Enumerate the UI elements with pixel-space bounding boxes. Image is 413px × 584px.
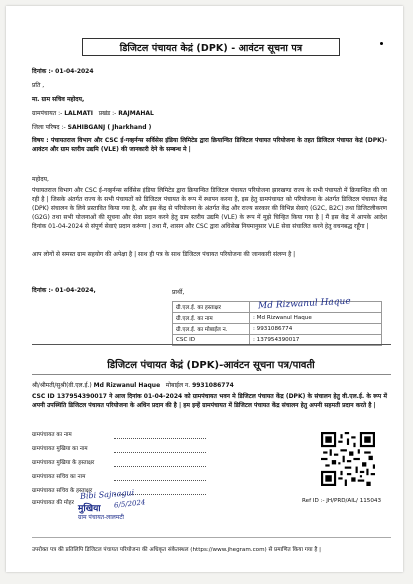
applicant-label: प्रार्थी,: [172, 289, 185, 296]
field-line: [114, 466, 206, 467]
field-panchayat-name: ग्रामपंचायत का नाम: [32, 432, 72, 438]
vle-details-table: [172, 296, 382, 346]
field-mukhiya-signature: ग्रामपंचायत मुखिया के हस्ताक्षर: [32, 460, 95, 466]
mukhiya-stamp: Bibi Sajnagui मुखिया 6/5/2024 ग्राम पंचायत-लालमटी: [78, 488, 146, 521]
table-row: ग्री.एल.ई. का मोबाईल न. : 9931086774: [173, 324, 382, 335]
ref-id: Ref ID :- JH/PRD/AIL/ 115043: [302, 498, 382, 504]
panchayat-line: ग्रामपंचायत :- LALMATI प्रखंड :- RAJMAHAL: [32, 110, 154, 117]
field-line: [114, 438, 206, 439]
salutation: महोदय,: [32, 176, 49, 183]
to-line: प्रति ,: [32, 82, 45, 89]
receipt-title: डिजिटल पंचायत केद्रं (DPK)-आवंटन सूचना पत्र/पावती: [107, 360, 315, 371]
page-mark: [380, 42, 383, 45]
field-line: [114, 452, 206, 453]
qr-code: [321, 432, 375, 486]
footer-note: उपरोक्त पत्र की प्रतिलिपि डिजिटल पंचायत परियोजना की अधिकृत संकेतस्थल (https://www.jhegram.com) से प्रमाणित किया गया है |: [32, 547, 321, 553]
document-page: [6, 6, 403, 572]
subject: विषय : पंचायतराज विभाग और CSC ई-गव्हर्नन्स सर्विसेस इंडिया लिमिटेड द्वारा क्रियान्वित डिजिटल पंचायत परियोजना के तहत डिजिटल पंचायत केद्रं (DPK)-आवंटन और ग्राम स्तरीय उद्यमि (VLE) की जानकारी देने के सम्बन्ध मे |: [32, 137, 387, 153]
vle-line: श्री/श्रीमती/सुश्री(वी.एल.ई.) Md Rizwanul Haque मोबाईल न. 9931086774: [32, 382, 234, 389]
table-row: ग्री.एल.ई. का हस्ताक्षर Md Rizwanul Haque: [173, 302, 382, 313]
field-line: [114, 480, 206, 481]
footer-divider: [32, 537, 391, 538]
section-divider: [32, 344, 391, 345]
field-secretary-signature: ग्रामपंचायत सचिव के हस्ताक्षर: [32, 488, 93, 494]
field-mukhiya-name: ग्रामपंचायत मुखिया का नाम: [32, 446, 88, 452]
request-line: आप लोगों से समस्त ग्राम सहयोग की अपेक्षा है | साथ ही पत्र के साथ डिजिटल पंचायत परियोजना की जानकारी संलग्न है |: [32, 251, 296, 258]
letter-body: पंचायतराज विभाग और CSC ई-गव्हर्नन्स सर्विसेस इंडिया लिमिटेड द्वारा क्रियान्वित डिजिटल पंचायत परियोजना झारखण्ड राज्य के सभी पंचायतो में क्रियान्वित की जा रही है | जिसके अंतर्गत राज्य के सभी पंचायतों को डिजिटल पंचायत के रूप में स्थापन करना है, इस हेतु ग्रामपंचायत को परियोजना के अंतर्गत डिजिटल पंचायत केंद्र (DPK) संचालन के लिये प्रस्तावित किया गया है, और इस केंद्र से परियोजना के अंतर्गत केंद्र और राज्य सरकार की विभिन्न सेवाएं (G2C, B2C) तथा डिजिटलीकरण (G2G) तथा सभी योजनाओं की सूचना और सेवा प्रदान करने हेतु ग्राम स्तरीय उद्यमि (VLE) के रूप में मुझे चिन्हित किया गया है | मैं इस केंद्र में आपके आदेश दिनांक 01-04-2024 से संपूर्ण सेवाएं प्रदान करूंगा | तथा मैं, शासन और CSC द्वारा अधिसेख नियमानुसार VLE सेवा संचालित करने हेतु वचनबद्ध रहूँगा |: [32, 187, 387, 230]
field-secretary-name: ग्रामपंचायत सचिव का नाम: [32, 474, 86, 480]
table-row: CSC ID : 137954390017: [173, 335, 382, 346]
district-line: जिला परिषद :- SAHIBGANJ ( Jharkhand ): [32, 124, 152, 131]
receipt-title-underline: [32, 374, 391, 375]
vle-signature: Md Rizwanul Haque: [257, 296, 351, 312]
field-stamp: ग्रामपंचायत की मोहर: [32, 500, 74, 506]
recipient: मा. ग्राम सचिव महोदय,: [32, 96, 85, 103]
date-line: दिनांक :- 01-04-2024: [32, 68, 94, 75]
document-title: डिजिटल पंचायत केद्रं (DPK) - आवंटन सूचना पत्र: [82, 38, 340, 56]
csc-statement: CSC ID 137954390017 ने आज दिनांक 01-04-2024 को ग्रामपंचायत भवन मे डिजिटल पंचायत केंद्र (DPK) के संचालन हेतु वी.एल.ई. के रूप में अपनी उपस्थिति डिजिटल पंचायत परियोजना के अधिन प्रदान की है | हम इन्हें ग्रामपंचायत में डिजिटल पंचायत केंद्र संचालन हेतु अपनी सहमती प्रदान करते है |: [32, 393, 387, 409]
date2-line: दिनांक :- 01-04-2024,: [32, 287, 96, 294]
table-row: ग्री.एल.ई. का नाम : Md Rizwanul Haque: [173, 313, 382, 324]
